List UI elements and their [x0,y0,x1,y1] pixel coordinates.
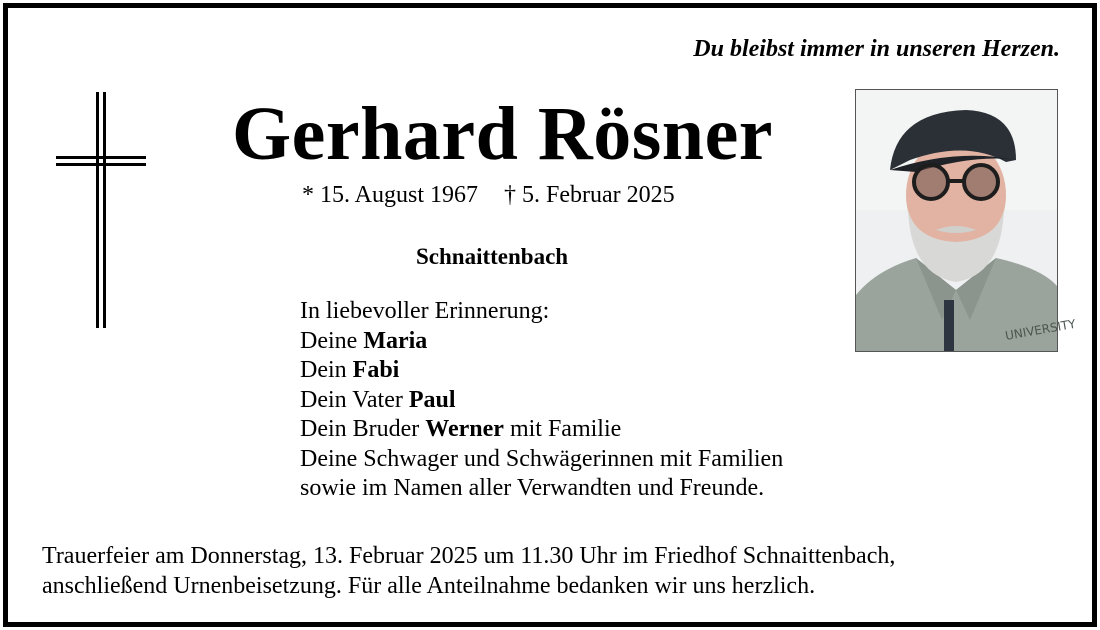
funeral-notice-line: anschließend Urnenbeisetzung. Für alle Anteilnahme bedanken wir uns herzlich. [42,573,816,599]
life-dates [302,182,675,209]
shirt-print: UNIVERSITY [1004,316,1077,343]
mourners-intro: In liebevoller Erinnerung: [300,298,550,324]
death-date: † 5. Februar 2025 [504,182,675,208]
funeral-notice-line: Trauerfeier am Donnerstag, 13. Februar 2025 um 11.30 Uhr im Friedhof Schnaittenbach, [42,543,896,569]
portrait-photo [855,89,1077,352]
mourners-list [300,297,783,504]
birth-date: * 15. August 1967 [302,182,479,208]
motto: Du bleibst immer in unseren Herzen. [693,36,1060,62]
mourner-line: Dein Fabi [300,357,400,383]
mourner-line: sowie im Namen aller Verwandten und Freunde. [300,475,765,501]
mourner-line: Deine Maria [300,327,428,354]
mourner-line: Deine Schwager und Schwägerinnen mit Familien [300,445,784,472]
hometown: Schnaittenbach [416,244,569,269]
mourner-line: Dein Vater Paul [300,386,456,413]
deceased-name: Gerhard Rösner [232,92,774,176]
mourner-line: Dein Bruder Werner mit Familie [300,416,622,442]
cross-icon [56,92,146,330]
funeral-notice [42,541,895,601]
